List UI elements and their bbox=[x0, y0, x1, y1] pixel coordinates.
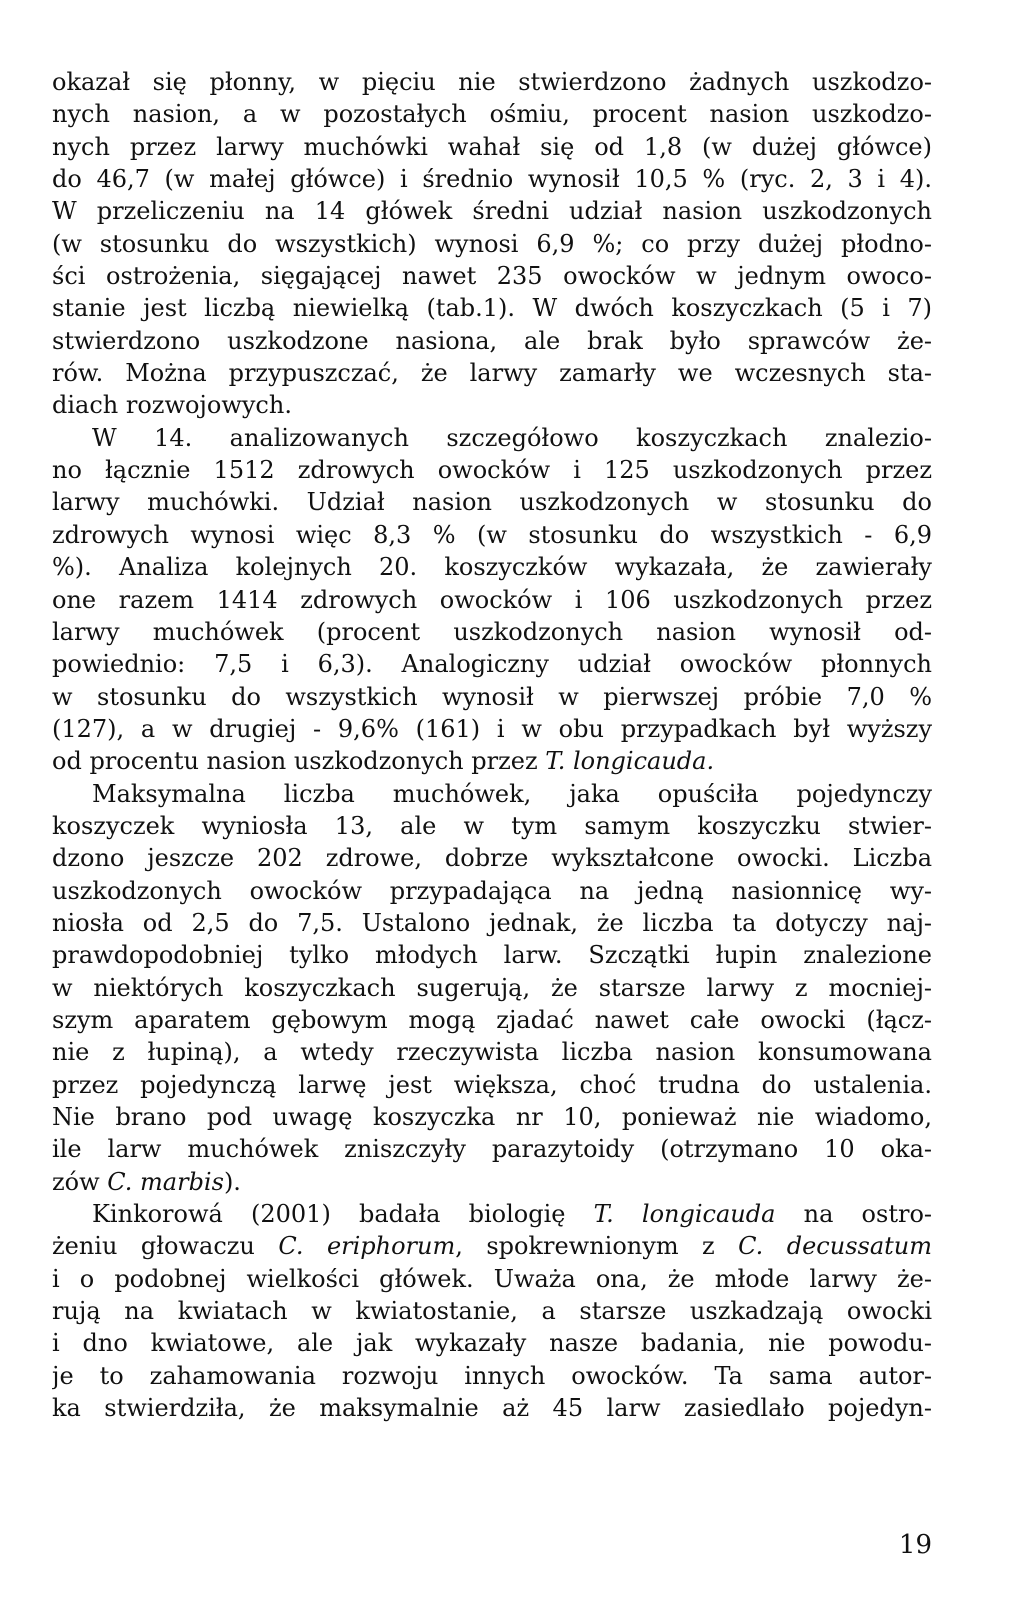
text-line: one razem 1414 zdrowych owocków i 106 uszkodzonych przez bbox=[52, 585, 932, 614]
text-line: Nie brano pod uwagę koszyczka nr 10, ponieważ nie wiadomo, bbox=[52, 1103, 932, 1131]
text-segment: żeniu głowaczu bbox=[52, 1232, 279, 1261]
text-line: Maksymalna liczba muchówek, jaka opuściła pojedynczy bbox=[92, 779, 932, 808]
text-line: prawdopodobniej tylko młodych larw. Szczątki łupin znalezione bbox=[52, 941, 932, 970]
text-line: niosła od 2,5 do 7,5. Ustalono jednak, że liczba ta dotyczy naj- bbox=[52, 908, 932, 937]
text-line bbox=[52, 1230, 932, 1262]
text-line: ka stwierdziła, że maksymalnie aż 45 larw zasiedlało pojedyn- bbox=[52, 1394, 932, 1423]
text-line: uszkodzonych owocków przypadająca na jedną nasionnicę wy- bbox=[52, 876, 932, 905]
text-line: larwy muchówki. Udział nasion uszkodzonych w stosunku do bbox=[52, 488, 932, 517]
text-segment: na ostro- bbox=[775, 1200, 932, 1229]
text-line: w stosunku do wszystkich wynosił w pierwszej próbie 7,0 % bbox=[52, 682, 932, 711]
text-line: larwy muchówek (procent uszkodzonych nasion wynosił od- bbox=[52, 617, 932, 646]
species-name: C. eriphorum bbox=[278, 1232, 456, 1261]
text-line: ści ostrożenia, sięgającej nawet 235 owocków w jednym owoco- bbox=[52, 262, 932, 291]
text-line: (w stosunku do wszystkich) wynosi 6,9 %; co przy dużej płodno- bbox=[52, 229, 932, 258]
text-line: stwierdzono uszkodzone nasiona, ale brak było sprawców że- bbox=[52, 326, 932, 355]
text-line: je to zahamowania rozwoju innych owocków. Ta sama autor- bbox=[52, 1361, 932, 1390]
page-number: 19 bbox=[898, 1530, 932, 1560]
text-line: no łącznie 1512 zdrowych owocków i 125 uszkodzonych przez bbox=[52, 456, 932, 485]
text-segment: Kinkorowá (2001) badała biologię bbox=[92, 1200, 594, 1229]
text-line: zdrowych wynosi więc 8,3 % (w stosunku do wszystkich - 6,9 bbox=[52, 520, 932, 549]
text-line: rują na kwiatach w kwiatostanie, a starsze uszkadzają owocki bbox=[52, 1297, 932, 1326]
text-line: koszyczek wyniosła 13, ale w tym samym koszyczku stwier- bbox=[52, 811, 932, 840]
text-segment: ). bbox=[223, 1167, 241, 1196]
text-line: dzono jeszcze 202 zdrowe, dobrze wykształcone owocki. Liczba bbox=[52, 844, 932, 873]
species-name: C. marbis bbox=[107, 1167, 224, 1196]
species-name: T. longicauda bbox=[593, 1200, 776, 1229]
text-line: szym aparatem gębowym mogą zjadać nawet całe owocki (łącz- bbox=[52, 1005, 932, 1034]
text-line: w niektórych koszyczkach sugerują, że starsze larwy z mocniej- bbox=[52, 973, 932, 1002]
text-line: nych przez larwy muchówki wahał się od 1,8 (w dużej główce) bbox=[52, 132, 932, 161]
species-name: C. decussatum bbox=[738, 1232, 932, 1261]
text-line bbox=[52, 1198, 932, 1230]
text-segment: , spokrewnionym z bbox=[455, 1232, 739, 1261]
species-name: T. longicauda. bbox=[545, 747, 715, 776]
text-line: diach rozwojowych. bbox=[52, 391, 292, 420]
text-line: i o podobnej wielkości główek. Uważa ona, że młode larwy że- bbox=[52, 1264, 932, 1293]
text-segment: zów bbox=[52, 1167, 108, 1196]
text-line: W 14. analizowanych szczegółowo koszyczkach znalezio- bbox=[92, 423, 932, 452]
text-line: nych nasion, a w pozostałych ośmiu, procent nasion uszkodzo- bbox=[52, 100, 932, 129]
text-line: przez pojedynczą larwę jest większa, choć trudna do ustalenia. bbox=[52, 1070, 932, 1099]
document-body bbox=[52, 66, 932, 1424]
text-line: nie z łupiną), a wtedy rzeczywista liczba nasion konsumowana bbox=[52, 1038, 932, 1067]
text-line: do 46,7 (w małej główce) i średnio wynosił 10,5 % (ryc. 2, 3 i 4). bbox=[52, 165, 932, 194]
text-line: okazał się płonny, w pięciu nie stwierdzono żadnych uszkodzo- bbox=[52, 68, 932, 96]
text-line: %). Analiza kolejnych 20. koszyczków wykazała, że zawierały bbox=[52, 553, 932, 582]
text-line: (127), a w drugiej - 9,6% (161) i w obu przypadkach był wyższy bbox=[52, 714, 932, 743]
text-line: i dno kwiatowe, ale jak wykazały nasze badania, nie powodu- bbox=[52, 1329, 932, 1358]
text-line: rów. Można przypuszczać, że larwy zamarły we wczesnych sta- bbox=[52, 359, 932, 388]
text-line: powiednio: 7,5 i 6,3). Analogiczny udział owocków płonnych bbox=[52, 650, 932, 679]
text-line: W przeliczeniu na 14 główek średni udział nasion uszkodzonych bbox=[52, 197, 932, 226]
text-segment: od procentu nasion uszkodzonych przez bbox=[52, 747, 546, 776]
text-line bbox=[52, 1166, 932, 1198]
text-line: stanie jest liczbą niewielką (tab.1). W dwóch koszyczkach (5 i 7) bbox=[52, 294, 932, 323]
text-line: ile larw muchówek zniszczyły parazytoidy (otrzymano 10 oka- bbox=[52, 1135, 932, 1164]
text-line bbox=[52, 745, 932, 777]
